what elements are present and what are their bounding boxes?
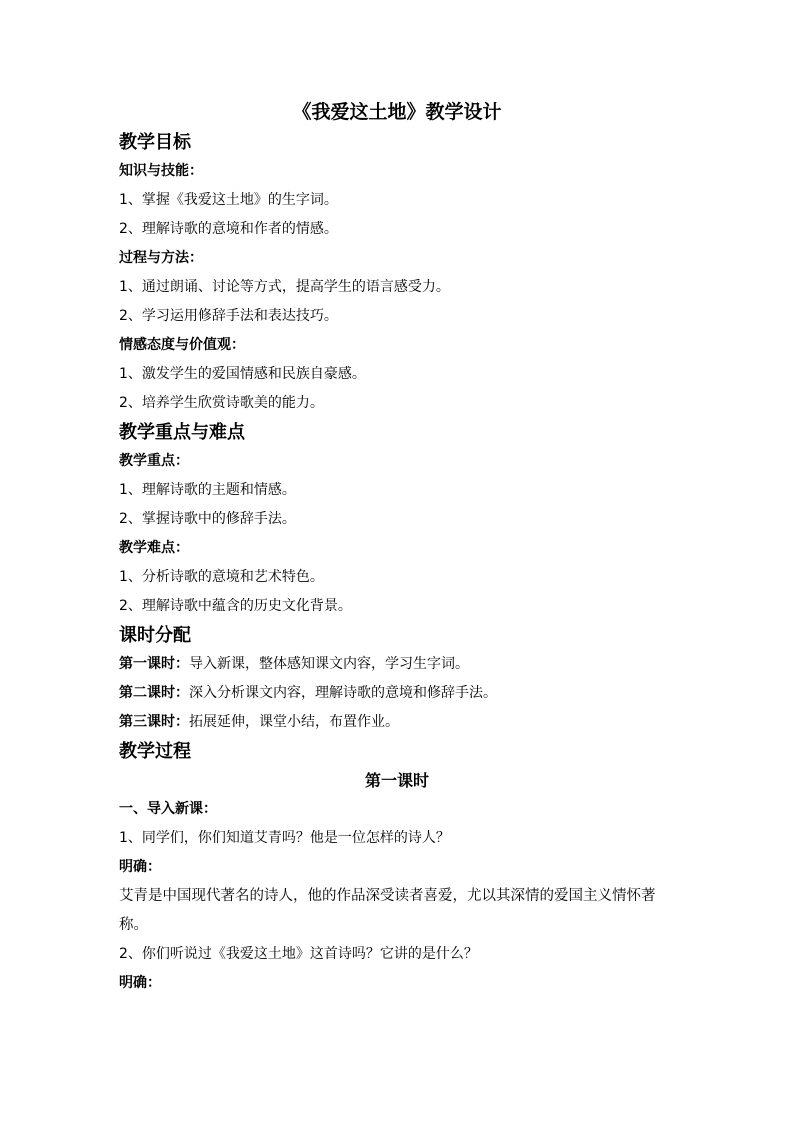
list-item: 2、学习运用修辞手法和表达技巧。	[119, 308, 338, 324]
schedule-row	[119, 679, 689, 708]
question: 2、你们听说过《我爱这土地》这首诗吗？它讲的是什么？	[119, 946, 478, 962]
schedule-text: 拓展延伸，课堂小结，布置作业。	[189, 714, 399, 730]
schedule-label: 第一课时：	[119, 656, 189, 672]
list-item: 2、理解诗歌中蕴含的历史文化背景。	[119, 598, 352, 614]
list-item: 2、掌握诗歌中的修辞手法。	[119, 511, 296, 527]
schedule-text: 深入分析课文内容，理解诗歌的意境和修辞手法。	[189, 685, 497, 701]
answer-label: 明确：	[119, 975, 161, 991]
document-body	[119, 128, 689, 998]
schedule-row	[119, 650, 689, 679]
question: 1、同学们，你们知道艾青吗？他是一位怎样的诗人？	[119, 830, 450, 846]
subheading-process: 过程与方法：	[119, 250, 203, 266]
lesson-title: 第一课时	[364, 771, 429, 790]
list-item: 1、激发学生的爱国情感和民族自豪感。	[119, 366, 366, 382]
schedule-label: 第三课时：	[119, 714, 189, 730]
subheading-difficulty: 教学难点：	[119, 540, 189, 556]
document-title: 《我爱这土地》教学设计	[292, 101, 502, 123]
subheading-knowledge: 知识与技能：	[119, 163, 203, 179]
step-heading: 一、导入新课：	[119, 801, 217, 817]
list-item: 2、培养学生欣赏诗歌美的能力。	[119, 395, 324, 411]
list-item: 2、理解诗歌的意境和作者的情感。	[119, 221, 338, 237]
subheading-focus: 教学重点：	[119, 453, 189, 469]
list-item: 1、分析诗歌的意境和艺术特色。	[119, 569, 324, 585]
section-heading-objectives: 教学目标	[119, 132, 191, 153]
section-heading-schedule: 课时分配	[119, 625, 191, 646]
section-heading-key-points: 教学重点与难点	[119, 422, 245, 443]
answer-label: 明确：	[119, 859, 161, 875]
schedule-row	[119, 708, 689, 737]
answer-paragraph: 艾青是中国现代著名的诗人，他的作品深受读者喜爱，尤以其深情的爱国主义情怀著称。	[119, 888, 656, 933]
schedule-label: 第二课时：	[119, 685, 189, 701]
section-heading-process: 教学过程	[119, 741, 191, 762]
subheading-emotion: 情感态度与价值观：	[119, 337, 245, 353]
schedule-text: 导入新课，整体感知课文内容，学习生字词。	[189, 656, 469, 672]
list-item: 1、理解诗歌的主题和情感。	[119, 482, 296, 498]
list-item: 1、通过朗诵、讨论等方式，提高学生的语言感受力。	[119, 279, 450, 295]
list-item: 1、掌握《我爱这土地》的生字词。	[119, 192, 338, 208]
